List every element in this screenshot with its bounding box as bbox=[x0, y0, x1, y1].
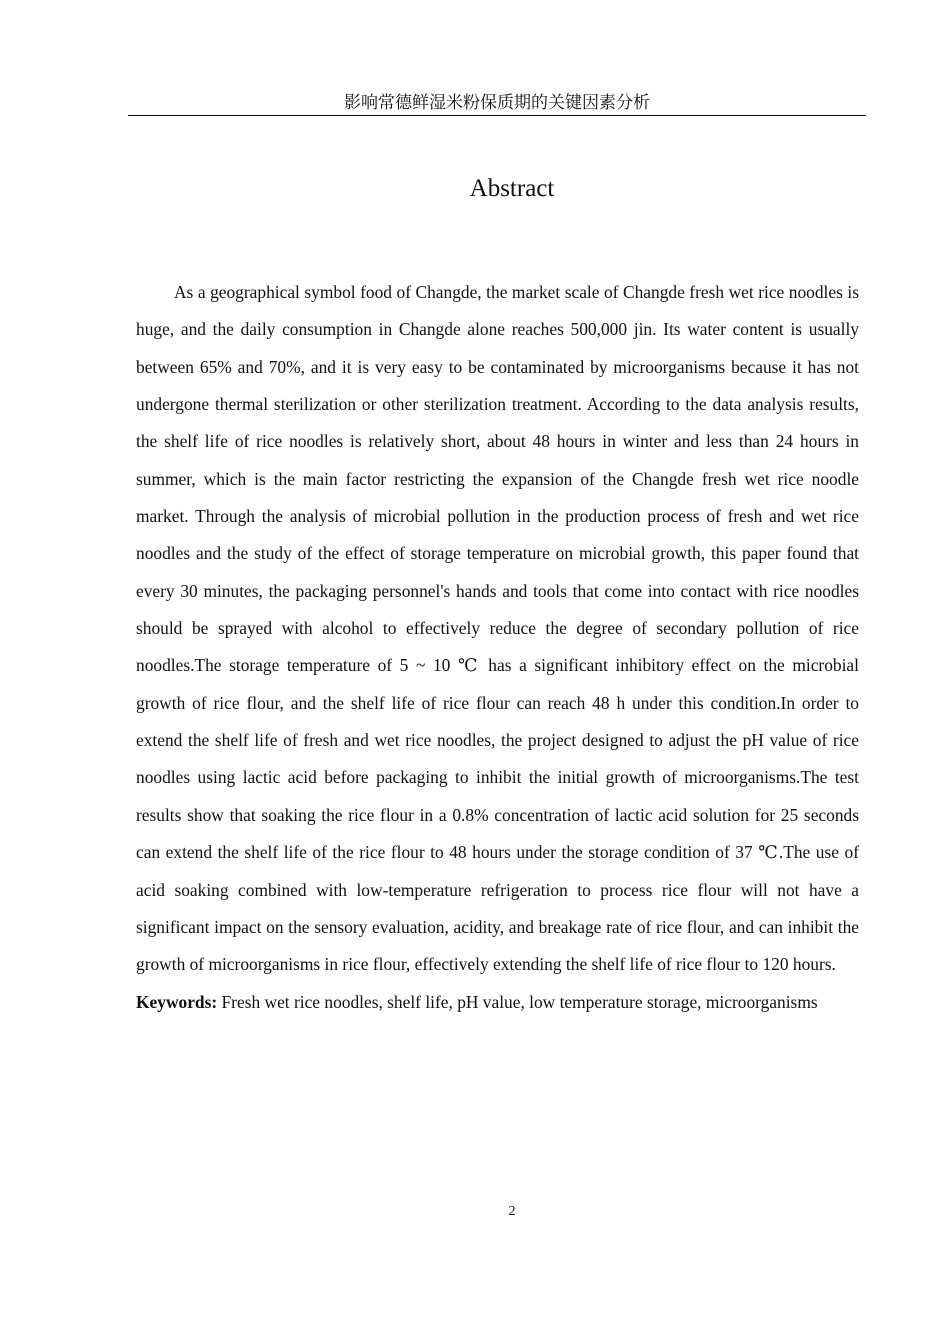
page-title: Abstract bbox=[469, 175, 555, 202]
page-number: 2 bbox=[508, 1204, 516, 1219]
keywords-label: Keywords: bbox=[136, 991, 218, 1012]
abstract-body bbox=[136, 274, 859, 1021]
keywords-line bbox=[136, 984, 859, 1021]
abstract-paragraph: As a geographical symbol food of Changde, the market scale of Changde fresh wet rice noodles is huge, and the daily consumption in Changde alone reaches 500,000 jin. Its water content is usually between 65% and 70%, and it is very easy to be contaminated by microorganisms because it has not undergone thermal sterilization or other sterilization treatment. According to the data analysis results, the shelf life of rice noodles is relatively short, about 48 hours in winter and less than 24 hours in summer, which is the main factor restricting the expansion of the Changde fresh wet rice noodle market. Through the analysis of microbial pollution in the production process of fresh and wet rice noodles and the study of the effect of storage temperature on microbial growth, this paper found that every 30 minutes, the packaging personnel's hands and tools that come into contact with rice noodles should be sprayed with alcohol to effectively reduce the degree of secondary pollution of rice noodles.The storage temperature of 5 ~ 10 ℃ has a significant inhibitory effect on the microbial growth of rice flour, and the shelf life of rice flour can reach 48 h under this condition.In order to extend the shelf life of fresh and wet rice noodles, the project designed to adjust the pH value of rice noodles using lactic acid before packaging to inhibit the initial growth of microorganisms.The test results show that soaking the rice flour in a 0.8% concentration of lactic acid solution for 25 seconds can extend the shelf life of the rice flour to 48 hours under the storage condition of 37 ℃.The use of acid soaking combined with low-temperature refrigeration to process rice flour will not have a significant impact on the sensory evaluation, acidity, and breakage rate of rice flour, and can inhibit the growth of microorganisms in rice flour, effectively extending the shelf life of rice flour to 120 hours. bbox=[136, 282, 859, 975]
keywords-list: Fresh wet rice noodles, shelf life, pH value, low temperature storage, microorganisms bbox=[221, 991, 818, 1012]
running-header-title: 影响常德鲜湿米粉保质期的关键因素分析 bbox=[344, 93, 650, 113]
header-divider bbox=[128, 115, 866, 116]
